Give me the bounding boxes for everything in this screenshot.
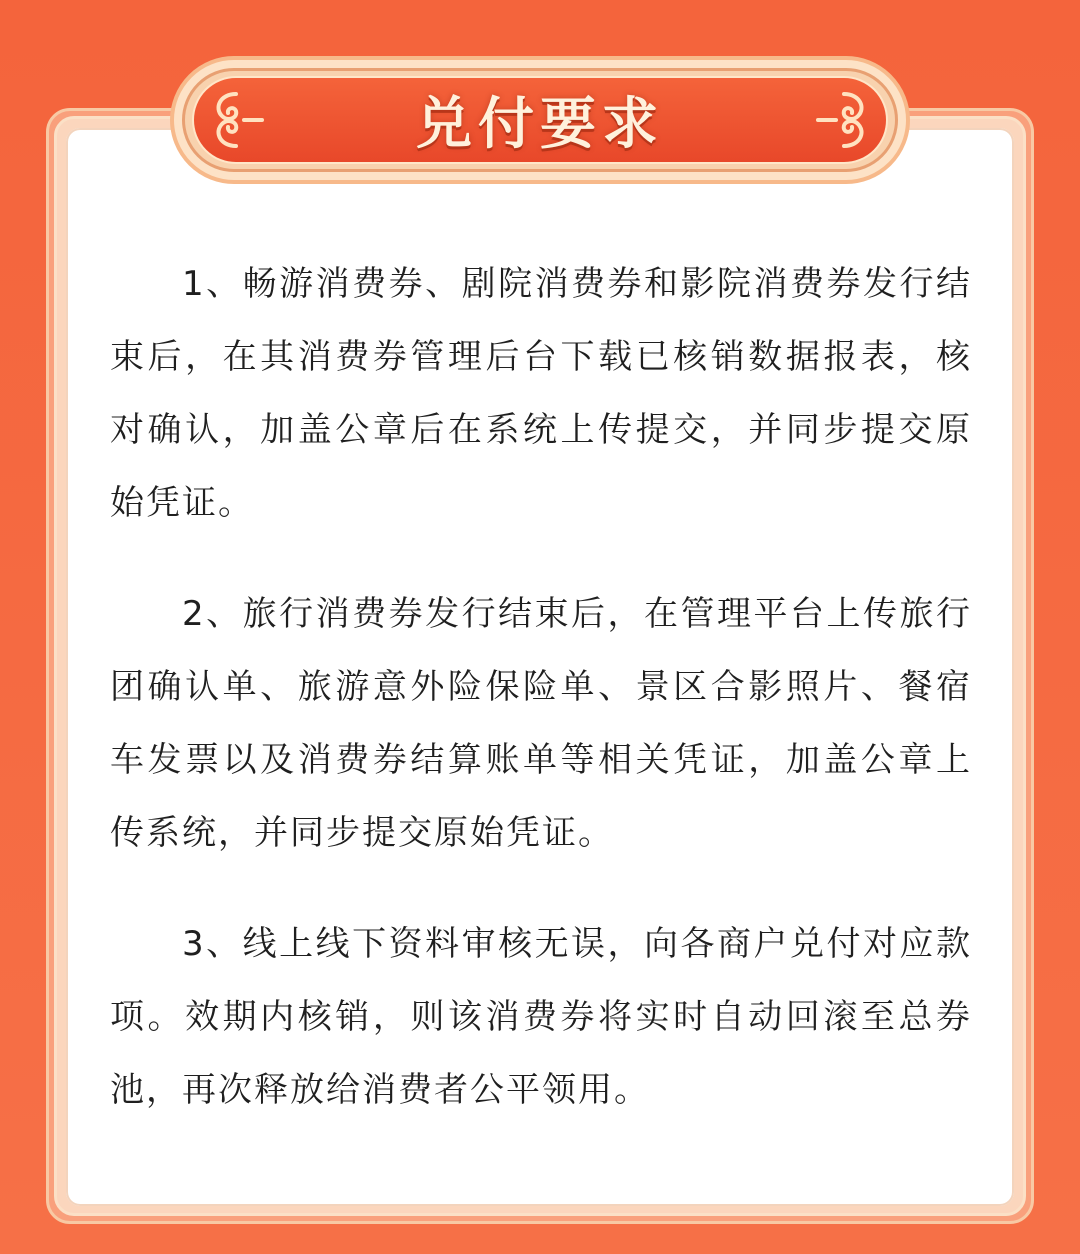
page-title: 兑付要求: [416, 92, 664, 157]
requirements-body: [110, 248, 972, 1165]
requirement-paragraph-1: 1、畅游消费券、剧院消费券和影院消费券发行结束后，在其消费券管理后台下载已核销数据报表，核对确认，加盖公章后在系统上传提交，并同步提交原始凭证。: [110, 264, 972, 523]
requirement-paragraph-3: 3、线上线下资料审核无误，向各商户兑付对应款项。效期内核销，则该消费券将实时自动回滚至总券池，再次释放给消费者公平领用。: [110, 924, 972, 1110]
title-banner: [170, 56, 910, 184]
requirement-paragraph-2: 2、旅行消费券发行结束后，在管理平台上传旅行团确认单、旅游意外险保险单、景区合影照片、餐宿车发票以及消费券结算账单等相关凭证，加盖公章上传系统，并同步提交原始凭证。: [110, 594, 972, 853]
